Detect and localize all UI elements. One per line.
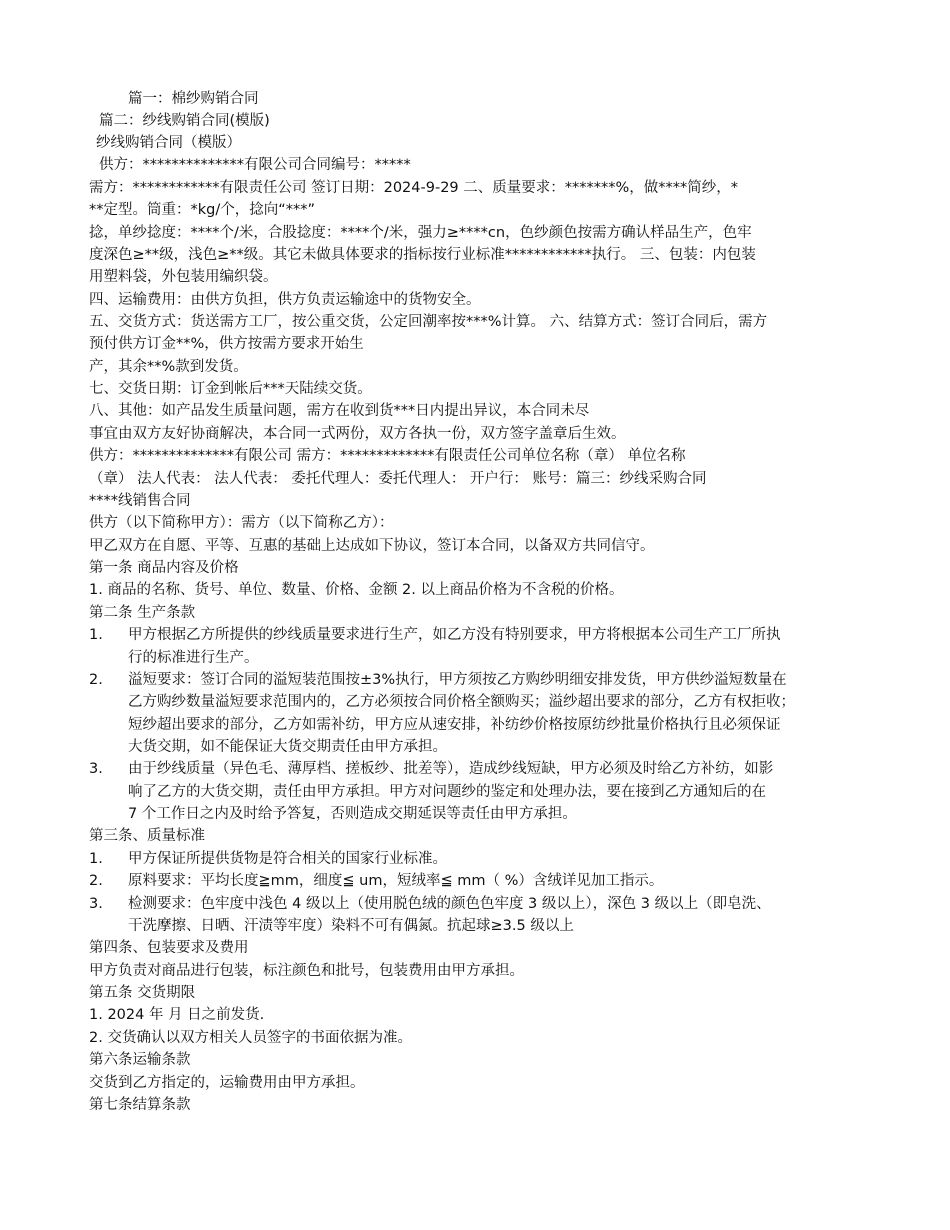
text-line: 事宜由双方友好协商解决，本合同一式两份，双方各执一份，双方签字盖章后生效。 [89,426,626,442]
article-6-heading: 第六条运输条款 [89,1052,191,1068]
article-4-heading: 第四条、包装要求及费用 [89,940,249,956]
text-line: **定型。筒重：*kg/个，捻向“***” [89,202,316,218]
list-item: 溢短要求：签订合同的溢短装范围按±3%执行，甲方须按乙方购纱明细安排发货，甲方供纱溢短数量在 [128,672,787,688]
supplier-line: 供方：**************有限公司合同编号：***** [99,157,411,173]
text-line: 产，其余**%款到发货。 [89,359,248,375]
clause-delivery-date: 七、交货日期：订金到帐后***天陆续交货。 [89,381,372,397]
article-1-item: 1. 商品的名称、货号、单位、数量、价格、金额 2. 以上商品价格为不含税的价格。 [89,582,624,598]
article-5-heading: 第五条 交货期限 [89,985,196,1001]
article-1-heading: 第一条 商品内容及价格 [89,560,239,576]
list-item: 2. 交货确认以双方相关人员签字的书面依据为准。 [89,1030,412,1046]
signature-line: （章） 法人代表： 法人代表： 委托代理人：委托代理人： 开户行： 账号：篇三：纱线采购合同 [89,471,707,487]
article-3-heading: 第三条、质量标准 [89,828,205,844]
text-line: 交货到乙方指定的，运输费用由甲方承担。 [89,1075,365,1091]
buyer-line: 需方：************有限责任公司 签订日期：2024-9-29 二、质量要求：*******%，做****简纱，* [89,180,739,196]
list-item: 甲方根据乙方所提供的纱线质量要求进行生产，如乙方没有特别要求，甲方将根据本公司生产工厂所执 [128,627,781,643]
list-number: 3. [89,896,103,912]
list-item: 原料要求：平均长度≧mm，细度≦ um，短绒率≦ mm（ %）含绒详见加工指示。 [128,873,664,889]
contract-title: 纱线购销合同（模版） [96,135,241,151]
list-item-cont: 干洗摩擦、日晒、汗渍等牢度）染料不可有偶氮。抗起球≥3.5 级以上 [128,918,574,934]
list-item: 由于纱线质量（异色毛、薄厚档、搓板纱、批差等），造成纱线短缺，甲方必须及时给乙方补纺，如影 [128,761,774,777]
section-title-1: 篇一：棉纱购销合同 [128,91,259,107]
text-line: 捻，单纱捻度：****个/米，合股捻度：****个/米，强力≥****cn，色纱颜色按需方确认样品生产，色牢 [89,225,752,241]
list-number: 3. [89,761,103,777]
list-number: 2. [89,672,103,688]
list-item-cont: 短纱超出要求的部分，乙方如需补纺，甲方应从速安排，补纺纱价格按原纺纱批量价格执行且必须保证 [128,717,781,733]
preamble: 甲乙双方在自愿、平等、互惠的基础上达成如下协议，签订本合同，以备双方共同信守。 [89,538,655,554]
text-line: 用塑料袋，外包装用编织袋。 [89,269,278,285]
clause-transport: 四、运输费用：由供方负担，供方负责运输途中的货物安全。 [89,292,481,308]
parties-line: 供方（以下简称甲方）：需方（以下简称乙方）： [89,515,394,531]
list-number: 1. [89,851,103,867]
text-line: 预付供方订金**%，供方按需方要求开始生 [89,336,364,352]
article-2-heading: 第二条 生产条款 [89,605,196,621]
list-item-cont: 7 个工作日之内及时给予答复，否则造成交期延误等责任由甲方承担。 [128,806,577,822]
section-title-2: 篇二：纱线购销合同(模版) [99,113,270,129]
list-number: 2. [89,873,103,889]
list-item-cont: 乙方购纱数量溢短要求范围内的，乙方必须按合同价格全额购买；溢纱超出要求的部分，乙方有权拒收； [128,694,795,710]
article-7-heading: 第七条结算条款 [89,1097,191,1113]
list-number: 1. [89,627,103,643]
text-line: 度深色≥**级，浅色≥**级。其它未做具体要求的指标按行业标准************执行。 三、包装：内包装 [89,247,756,263]
list-item: 1. 2024 年 月 日之前发货. [89,1007,265,1023]
list-item: 检测要求：色牢度中浅色 4 级以上（使用脱色绒的颜色色牢度 3 级以上），深色 3 级以上（即皂洗、 [128,896,771,912]
list-item: 甲方保证所提供货物是符合相关的国家行业标准。 [128,851,447,867]
text-line: 甲方负责对商品进行包装，标注颜色和批号，包装费用由甲方承担。 [89,963,524,979]
clause-delivery-method: 五、交货方式：货送需方工厂，按公重交货，公定回潮率按***%计算。 六、结算方式：签订合同后，需方 [89,314,768,330]
signature-line: 供方：**************有限公司 需方：*************有限责任公司单位名称（章） 单位名称 [89,448,686,464]
contract-title-3: ****线销售合同 [89,493,191,509]
list-item-cont: 响了乙方的大货交期，责任由甲方承担。甲方对问题纱的鉴定和处理办法，要在接到乙方通知后的在 [128,784,766,800]
list-item-cont: 大货交期，如不能保证大货交期责任由甲方承担。 [128,739,447,755]
list-item-cont: 行的标准进行生产。 [128,650,259,666]
clause-other: 八、其他：如产品发生质量问题，需方在收到货***日内提出异议，本合同未尽 [89,403,590,419]
